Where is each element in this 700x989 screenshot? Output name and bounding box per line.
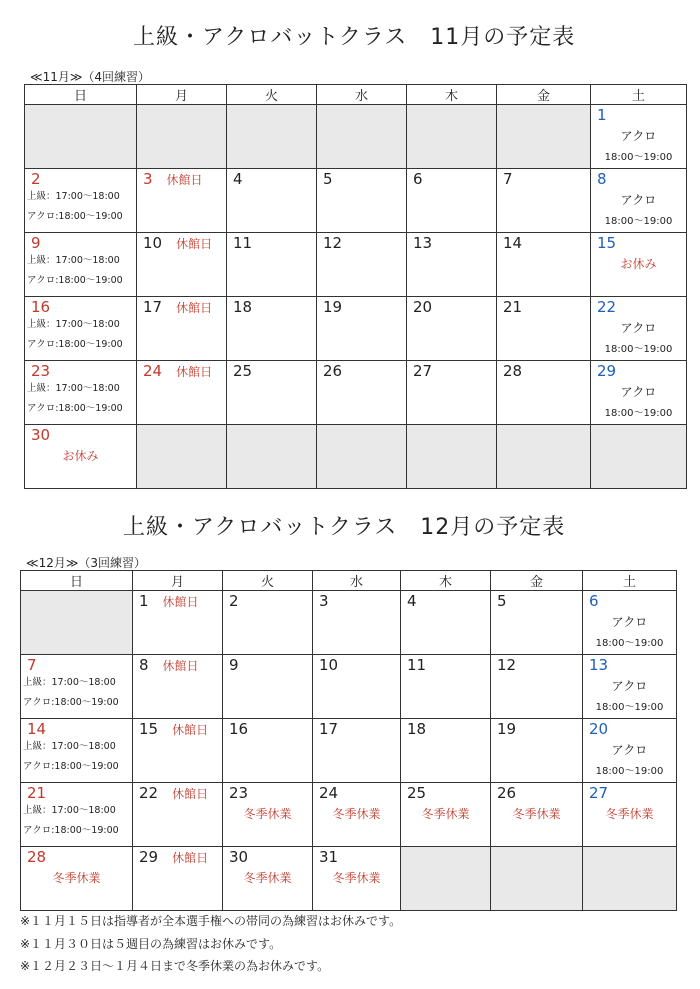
day-number: 25 [233,362,253,380]
day-cell [223,655,313,719]
day-cell [497,233,591,297]
day-header-line [317,363,406,379]
day-number: 10 [319,656,339,674]
day-header-line [223,785,312,801]
day-header-line [133,847,222,866]
day-number: 24 [319,784,339,802]
day-header-line [407,235,496,251]
december-practice-note: ≪12月≫（3回練習） [26,556,147,570]
closed-day-label: 休館日 [172,851,209,865]
closed-day-label: 休館日 [176,237,213,251]
day-cell [583,591,677,655]
weekday-header: 金 [497,85,591,105]
day-number: 26 [497,784,517,802]
day-cell [25,361,137,425]
day-number: 13 [413,234,433,252]
week-row [25,361,687,425]
day-header-line [317,235,406,251]
day-number: 6 [413,170,423,188]
day-cell [317,297,407,361]
day-cell [133,719,223,783]
day-cell [137,169,227,233]
day-cell [313,591,401,655]
day-number: 15 [139,720,159,738]
day-header-line [591,363,686,379]
empty-day-cell [137,105,227,169]
day-cell [313,847,401,911]
day-header-line [223,593,312,609]
day-number: 3 [319,592,329,610]
advanced-class-time: 上級：17:00～18:00 [27,383,120,394]
week-row [21,719,677,783]
day-cell [407,297,497,361]
week-row [21,591,677,655]
day-cell [133,591,223,655]
day-cell [591,297,687,361]
day-number: 22 [597,298,617,316]
day-cell [583,783,677,847]
empty-day-cell [317,105,407,169]
day-header-line [133,719,222,738]
day-number: 26 [323,362,343,380]
day-cell [25,233,137,297]
day-number: 8 [139,656,149,674]
day-number: 17 [319,720,339,738]
day-header-line [407,171,496,187]
day-number: 28 [503,362,523,380]
day-header-line [21,721,132,737]
day-number: 22 [139,784,159,802]
day-cell [591,233,687,297]
day-cell [401,719,491,783]
day-number: 25 [407,784,427,802]
day-header-line [227,235,316,251]
day-cell [133,783,223,847]
day-number: 16 [31,298,51,316]
empty-day-cell [227,425,317,489]
week-row [25,425,687,489]
day-number: 6 [589,592,599,610]
day-number: 10 [143,234,163,252]
day-number: 7 [27,656,37,674]
acro-label: アクロ [620,385,657,399]
day-header-line [223,849,312,865]
acro-time: 18:00～19:00 [595,702,664,713]
weekday-header-row [21,571,677,591]
weekday-header: 月 [137,85,227,105]
day-cell [25,425,137,489]
day-cell [137,233,227,297]
empty-day-cell [137,425,227,489]
acro-class-time: アクロ:18:00～19:00 [23,697,119,708]
acro-time: 18:00～19:00 [604,216,673,227]
day-header-line [313,849,400,865]
day-number: 14 [27,720,47,738]
closed-day-label: 休館日 [162,659,199,673]
day-number: 21 [27,784,47,802]
holiday-label: 冬季休業 [332,871,381,885]
week-row [21,783,677,847]
holiday-label: お休み [620,257,657,271]
holiday-label: 冬季休業 [52,871,101,885]
day-header-line [25,235,136,251]
closed-day-label: 休館日 [166,173,203,187]
day-header-line [401,785,490,801]
advanced-class-time: 上級：17:00～18:00 [23,677,116,688]
day-header-line [591,235,686,251]
day-header-line [313,721,400,737]
day-cell [407,169,497,233]
day-number: 2 [229,592,239,610]
day-number: 20 [589,720,609,738]
day-number: 3 [143,170,153,188]
day-cell [401,783,491,847]
day-header-line [497,363,590,379]
day-header-line [25,299,136,315]
day-number: 1 [139,592,149,610]
advanced-class-time: 上級：17:00～18:00 [27,191,120,202]
footnote-2: ※１１月３０日は５週目の為練習はお休みです。 [20,937,282,951]
day-header-line [313,785,400,801]
day-number: 2 [31,170,41,188]
day-cell [491,591,583,655]
december-calendar [20,570,677,911]
weekday-header: 月 [133,571,223,591]
day-header-line [583,785,676,801]
day-number: 28 [27,848,47,866]
november-practice-note: ≪11月≫（4回練習） [30,70,151,84]
empty-day-cell [591,425,687,489]
day-number: 19 [497,720,517,738]
day-number: 14 [503,234,523,252]
day-number: 5 [323,170,333,188]
empty-day-cell [21,591,133,655]
week-row [25,297,687,361]
day-header-line [407,363,496,379]
december-title: 上級・アクロバットクラス 12月の予定表 [123,515,566,540]
footnote-3: ※１２月２３日～１月４日まで冬季休業の為お休みです。 [20,959,330,973]
day-cell [227,169,317,233]
empty-day-cell [407,425,497,489]
day-header-line [21,785,132,801]
acro-time: 18:00～19:00 [604,408,673,419]
day-header-line [407,299,496,315]
week-row [25,169,687,233]
week-row [25,105,687,169]
day-header-line [227,299,316,315]
day-number: 12 [323,234,343,252]
weekday-header-row [25,85,687,105]
day-number: 29 [139,848,159,866]
closed-day-label: 休館日 [176,301,213,315]
day-number: 29 [597,362,617,380]
day-number: 19 [323,298,343,316]
holiday-label: 冬季休業 [332,807,381,821]
acro-time: 18:00～19:00 [595,766,664,777]
empty-day-cell [317,425,407,489]
day-cell [21,847,133,911]
holiday-label: 冬季休業 [421,807,470,821]
acro-class-time: アクロ:18:00～19:00 [27,275,123,286]
weekday-header: 土 [591,85,687,105]
day-cell [21,719,133,783]
day-header-line [227,171,316,187]
day-header-line [21,849,132,865]
day-number: 8 [597,170,607,188]
acro-label: アクロ [611,743,648,757]
advanced-class-time: 上級：17:00～18:00 [23,741,116,752]
day-header-line [223,657,312,673]
day-number: 17 [143,298,163,316]
empty-day-cell [583,847,677,911]
acro-label: アクロ [620,321,657,335]
empty-day-cell [25,105,137,169]
day-header-line [401,657,490,673]
day-cell [313,783,401,847]
acro-class-time: アクロ:18:00～19:00 [27,403,123,414]
acro-label: アクロ [611,679,648,693]
day-number: 9 [229,656,239,674]
day-header-line [137,361,226,380]
day-cell [137,297,227,361]
day-cell [583,655,677,719]
day-cell [133,655,223,719]
day-cell [25,169,137,233]
holiday-label: 冬季休業 [243,807,292,821]
day-number: 4 [233,170,243,188]
weekday-header: 水 [317,85,407,105]
day-header-line [317,299,406,315]
day-number: 24 [143,362,163,380]
day-cell [407,233,497,297]
day-cell [223,719,313,783]
day-number: 5 [497,592,507,610]
day-number: 18 [233,298,253,316]
acro-class-time: アクロ:18:00～19:00 [23,761,119,772]
holiday-label: お休み [62,449,99,463]
day-header-line [317,171,406,187]
closed-day-label: 休館日 [176,365,213,379]
acro-class-time: アクロ:18:00～19:00 [23,825,119,836]
day-cell [491,655,583,719]
day-cell [313,655,401,719]
day-cell [227,297,317,361]
week-row [21,847,677,911]
day-header-line [313,657,400,673]
day-cell [223,591,313,655]
day-number: 11 [233,234,253,252]
day-number: 4 [407,592,417,610]
week-row [25,233,687,297]
day-header-line [25,171,136,187]
acro-time: 18:00～19:00 [595,638,664,649]
day-number: 31 [319,848,339,866]
closed-day-label: 休館日 [172,723,209,737]
day-header-line [133,783,222,802]
weekday-header: 水 [313,571,401,591]
advanced-class-time: 上級：17:00～18:00 [27,255,120,266]
day-header-line [223,721,312,737]
day-number: 30 [31,426,51,444]
day-cell [25,297,137,361]
acro-label: アクロ [611,615,648,629]
weekday-header: 木 [407,85,497,105]
day-number: 16 [229,720,249,738]
footnote-1: ※１１月１５日は指導者が全本選手権への帯同の為練習はお休みです。 [20,914,402,928]
empty-day-cell [227,105,317,169]
weekday-header: 火 [223,571,313,591]
day-number: 18 [407,720,427,738]
holiday-label: 冬季休業 [605,807,654,821]
holiday-label: 冬季休業 [243,871,292,885]
day-cell [21,783,133,847]
advanced-class-time: 上級：17:00～18:00 [23,805,116,816]
day-header-line [583,721,676,737]
day-number: 12 [497,656,517,674]
day-header-line [583,593,676,609]
day-header-line [25,363,136,379]
day-cell [491,783,583,847]
day-cell [227,361,317,425]
day-number: 15 [597,234,617,252]
day-header-line [133,591,222,610]
day-cell [591,105,687,169]
empty-day-cell [491,847,583,911]
day-number: 21 [503,298,523,316]
day-header-line [491,721,582,737]
day-cell [317,169,407,233]
day-cell [401,591,491,655]
weekday-header: 火 [227,85,317,105]
day-cell [223,847,313,911]
empty-day-cell [497,105,591,169]
day-number: 20 [413,298,433,316]
day-number: 9 [31,234,41,252]
day-cell [313,719,401,783]
acro-label: アクロ [620,129,657,143]
acro-class-time: アクロ:18:00～19:00 [27,339,123,350]
closed-day-label: 休館日 [162,595,199,609]
day-header-line [401,721,490,737]
day-header-line [133,655,222,674]
day-cell [317,233,407,297]
empty-day-cell [497,425,591,489]
day-header-line [491,785,582,801]
day-header-line [137,169,226,188]
day-cell [407,361,497,425]
day-cell [227,233,317,297]
day-header-line [137,297,226,316]
day-number: 27 [589,784,609,802]
day-header-line [491,593,582,609]
day-header-line [227,363,316,379]
acro-class-time: アクロ:18:00～19:00 [27,211,123,222]
day-cell [491,719,583,783]
day-header-line [591,299,686,315]
day-cell [317,361,407,425]
day-header-line [497,299,590,315]
day-number: 23 [229,784,249,802]
day-cell [591,169,687,233]
weekday-header: 日 [21,571,133,591]
holiday-label: 冬季休業 [512,807,561,821]
day-header-line [21,657,132,673]
empty-day-cell [401,847,491,911]
day-cell [133,847,223,911]
day-number: 30 [229,848,249,866]
weekday-header: 日 [25,85,137,105]
advanced-class-time: 上級：17:00～18:00 [27,319,120,330]
day-header-line [497,235,590,251]
empty-day-cell [407,105,497,169]
day-number: 7 [503,170,513,188]
day-cell [223,783,313,847]
day-header-line [591,107,686,123]
day-header-line [491,657,582,673]
day-number: 23 [31,362,51,380]
day-header-line [583,657,676,673]
day-number: 27 [413,362,433,380]
closed-day-label: 休館日 [172,787,209,801]
day-cell [497,169,591,233]
november-title: 上級・アクロバットクラス 11月の予定表 [133,25,576,50]
day-header-line [401,593,490,609]
day-cell [583,719,677,783]
november-calendar [24,84,687,489]
day-cell [401,655,491,719]
day-header-line [137,233,226,252]
day-cell [137,361,227,425]
day-cell [497,361,591,425]
day-header-line [313,593,400,609]
acro-label: アクロ [620,193,657,207]
day-header-line [25,427,136,443]
day-header-line [497,171,590,187]
weekday-header: 金 [491,571,583,591]
acro-time: 18:00～19:00 [604,152,673,163]
weekday-header: 土 [583,571,677,591]
day-cell [21,655,133,719]
day-number: 1 [597,106,607,124]
week-row [21,655,677,719]
weekday-header: 木 [401,571,491,591]
day-cell [591,361,687,425]
day-cell [497,297,591,361]
acro-time: 18:00～19:00 [604,344,673,355]
day-number: 13 [589,656,609,674]
day-header-line [591,171,686,187]
day-number: 11 [407,656,427,674]
